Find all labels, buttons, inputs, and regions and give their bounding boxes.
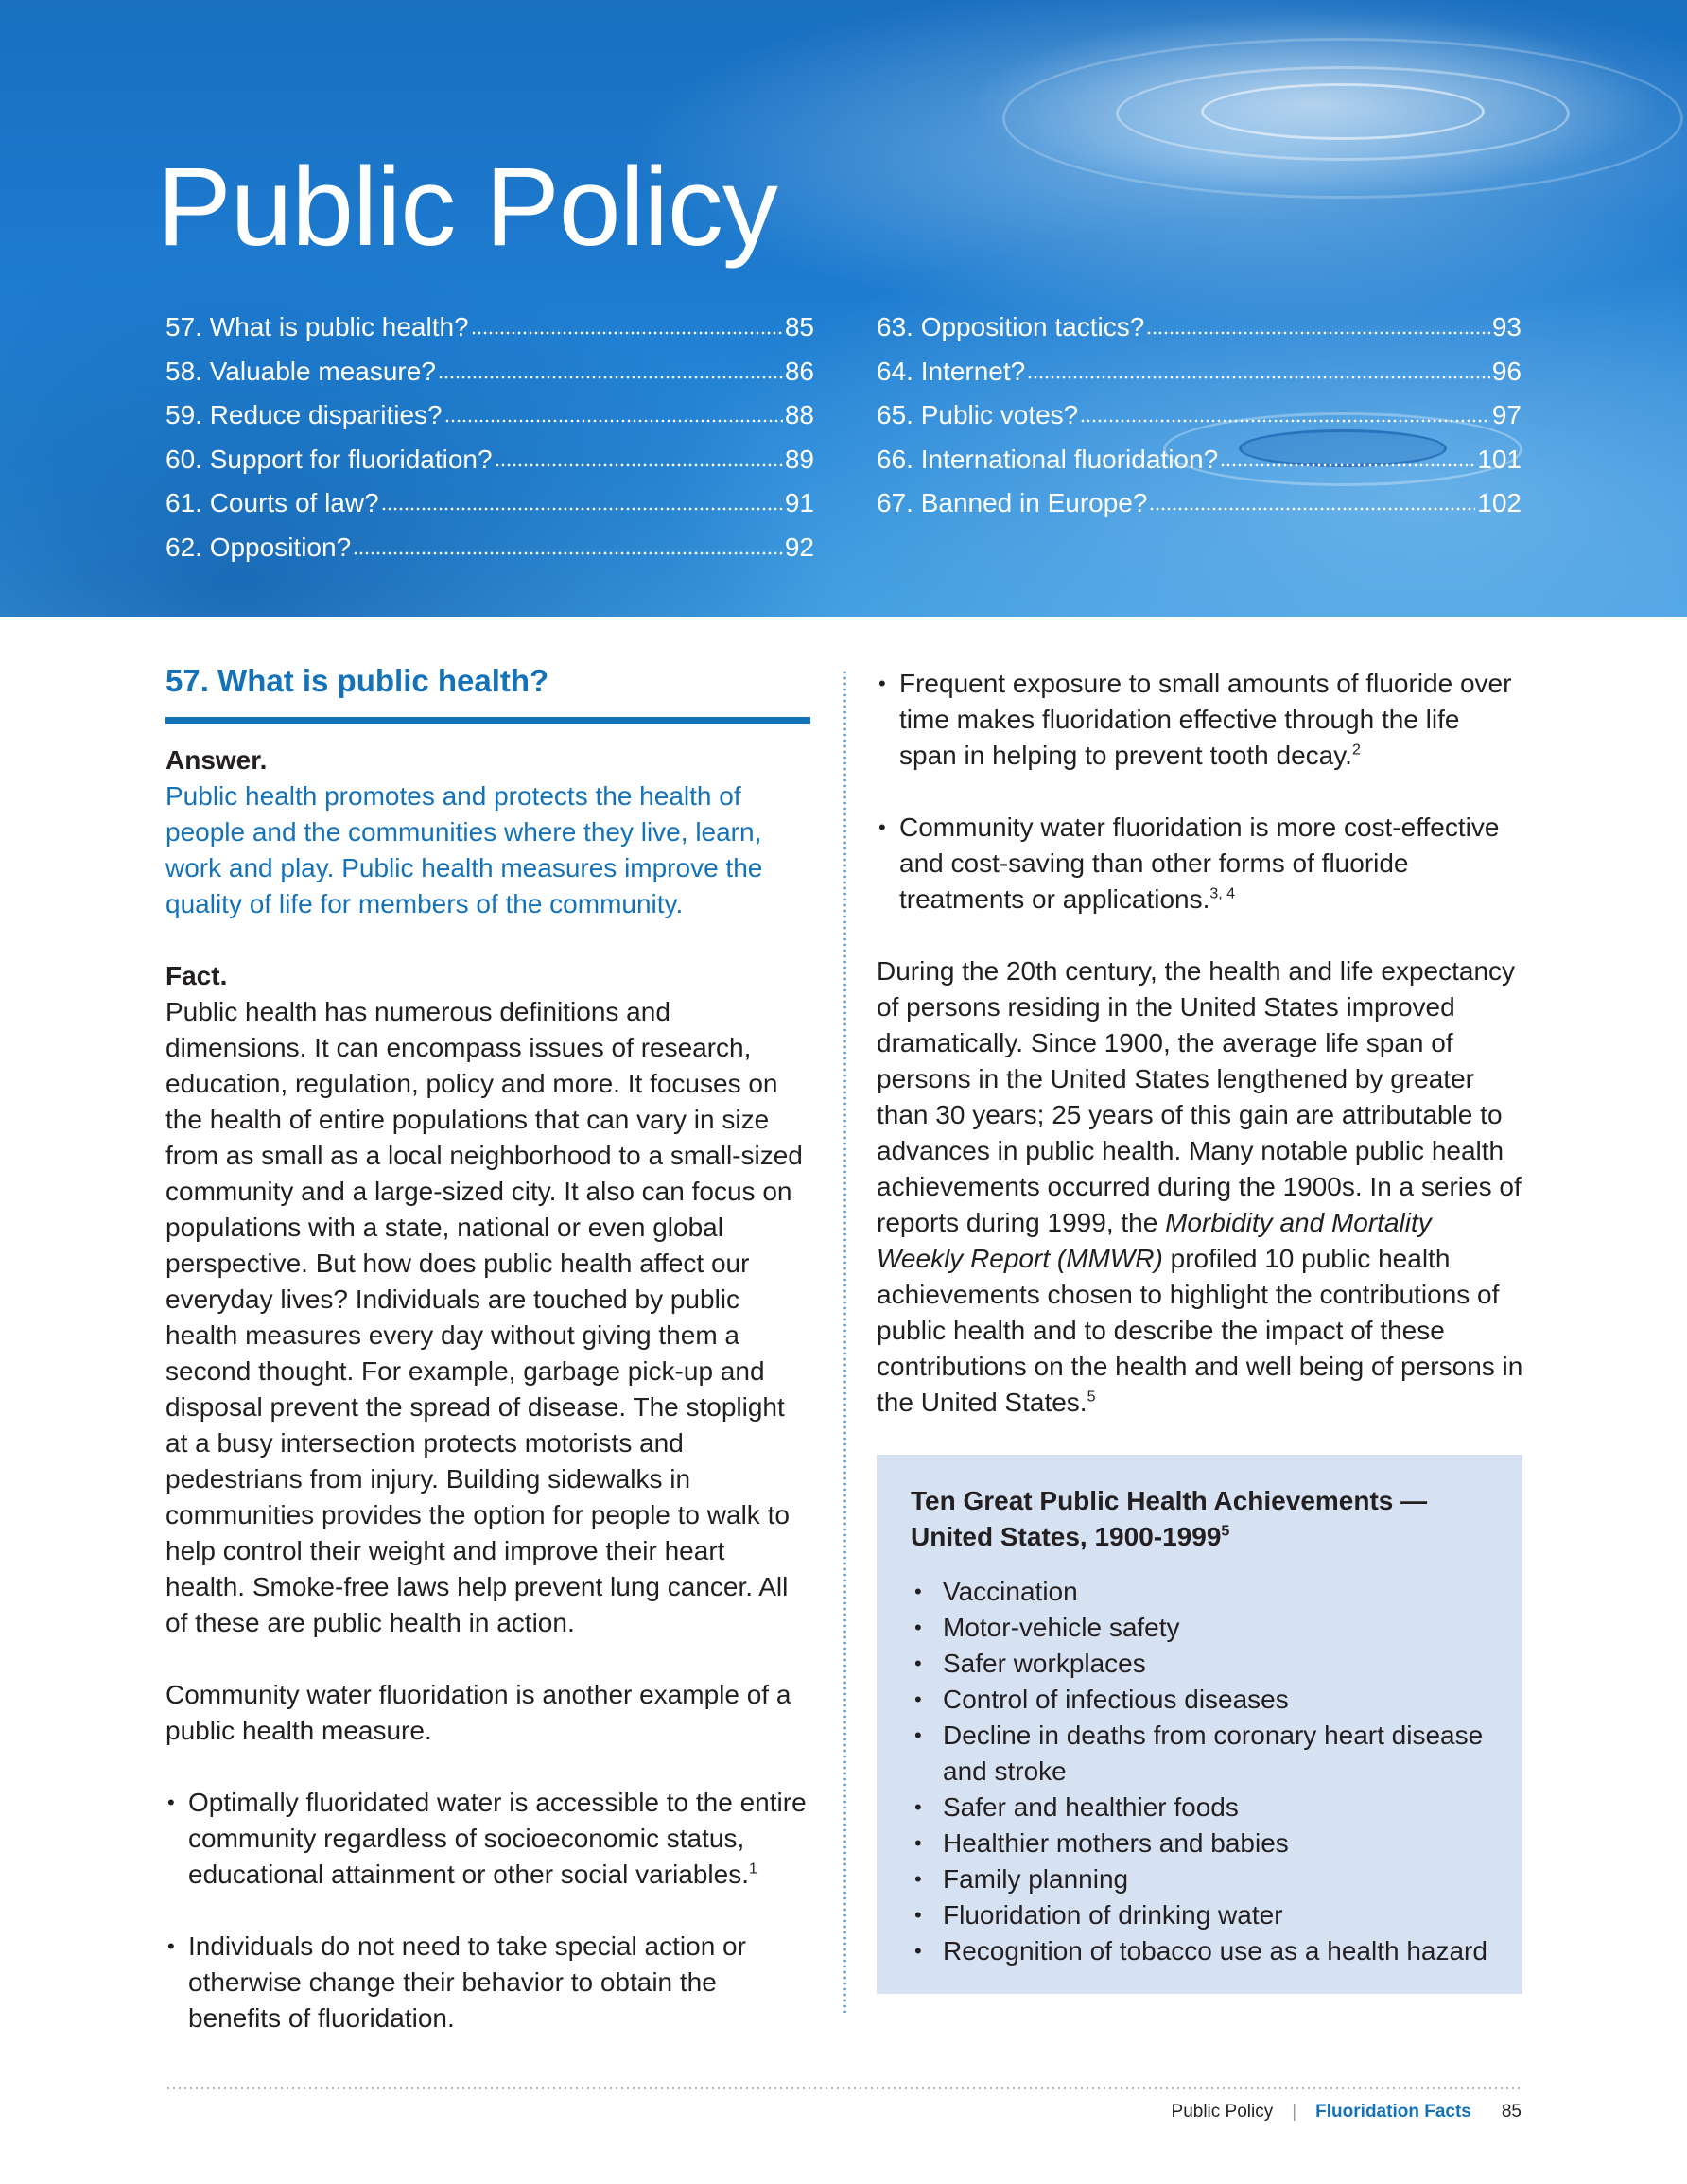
footnote-ref: 2: [1351, 742, 1361, 759]
toc-item-page: 86: [784, 356, 814, 386]
toc-item-page: 89: [784, 444, 814, 474]
history-paragraph: [877, 953, 1523, 1421]
list-item: • Control of infectious diseases: [911, 1682, 1490, 1718]
list-item: [877, 810, 1523, 917]
toc-item-label: 67. Banned in Europe?: [877, 488, 1148, 517]
toc-item-page: 102: [1477, 488, 1522, 517]
toc-item-page: 93: [1491, 312, 1522, 341]
answer-label: Answer.: [165, 745, 268, 775]
toc-item[interactable]: [165, 533, 814, 577]
toc-item-label: 62. Opposition?: [165, 532, 352, 562]
toc-item[interactable]: [877, 445, 1522, 489]
toc-item-page: 85: [784, 312, 814, 341]
page-number: 85: [1501, 2102, 1522, 2122]
toc-leader-dots: [495, 463, 783, 468]
toc-item-page: 88: [784, 400, 814, 429]
toc-item-label: 58. Valuable measure?: [165, 356, 436, 386]
toc-item[interactable]: [877, 488, 1522, 533]
right-column: [877, 666, 1523, 1994]
list-item: • Safer and healthier foods: [911, 1790, 1490, 1826]
fact-label: Fact.: [165, 961, 228, 990]
bullet-text: Frequent exposure to small amounts of fluoride over time makes fluoridation effective through the life span in helping to prevent tooth decay.: [899, 669, 1512, 770]
footnote-ref: 5: [1221, 1523, 1230, 1540]
toc-leader-dots: [1220, 463, 1475, 468]
toc-item[interactable]: [877, 357, 1522, 401]
column-divider: [844, 670, 846, 2013]
toc-leader-dots: [1146, 330, 1490, 336]
footer-publication: Fluoridation Facts: [1315, 2102, 1471, 2122]
toc-item[interactable]: [165, 357, 814, 401]
footer-separator: |: [1292, 2102, 1297, 2122]
toc-item[interactable]: [165, 400, 814, 445]
bullet-text: Individuals do not need to take special action or otherwise change their behavior to obtain the benefits of fluoridation.: [188, 1931, 746, 2033]
toc-leader-dots: [1149, 506, 1475, 512]
answer-text: Public health promotes and protects the health of people and the communities where they live, learn, work and play. Public health measures improve the quality of life for members of the community.: [165, 781, 763, 918]
bullet-text: Optimally fluoridated water is accessible to the entire community regardless of socioeconomic status, educational attainment or other social variables.: [188, 1788, 807, 1889]
list-item: • Decline in deaths from coronary heart disease and stroke: [911, 1718, 1490, 1790]
left-column: [165, 662, 810, 2036]
toc-item-label: 64. Internet?: [877, 356, 1026, 386]
list-item: • Healthier mothers and babies: [911, 1826, 1490, 1861]
benefit-bullets: [165, 1785, 810, 2036]
toc-item-page: 92: [784, 532, 814, 562]
toc-leader-dots: [353, 550, 783, 556]
callout-title-text: Ten Great Public Health Achievements — United States, 1900-1999: [911, 1486, 1428, 1551]
toc-item-label: 60. Support for fluoridation?: [165, 444, 493, 474]
achievements-callout: [877, 1455, 1522, 1994]
benefit-bullets-continued: [877, 666, 1523, 917]
toc-leader-dots: [1027, 375, 1490, 380]
list-item: [165, 1929, 810, 2036]
list-item: • Recognition of tobacco use as a health hazard: [911, 1933, 1490, 1969]
list-item: • Family planning: [911, 1861, 1490, 1897]
callout-title: [911, 1483, 1490, 1555]
water-ripple-decoration: [1201, 83, 1485, 140]
toc-item[interactable]: [165, 488, 814, 533]
toc-item[interactable]: [165, 312, 814, 357]
toc-item-page: 97: [1491, 400, 1522, 429]
example-paragraph: Community water fluoridation is another example of a public health measure.: [165, 1680, 791, 1745]
bullet-text: Community water fluoridation is more cost-effective and cost-saving than other forms of fluoride treatments or applications.: [899, 812, 1500, 914]
toc-item-page: 91: [784, 488, 814, 517]
toc-leader-dots: [444, 418, 783, 424]
footer-section: Public Policy: [1171, 2102, 1274, 2122]
footnote-ref: 5: [1087, 1389, 1096, 1406]
toc-item-page: 96: [1491, 356, 1522, 386]
list-item: • Fluoridation of drinking water: [911, 1897, 1490, 1933]
toc-item-label: 66. International fluoridation?: [877, 444, 1219, 474]
header-banner: [0, 0, 1687, 617]
toc-item[interactable]: [165, 445, 814, 489]
history-text: During the 20th century, the health and life expectancy of persons residing in the United States improved dramatically. Since 1900, the average life span of persons in the United States lengthened by greater than 30 years; 25 years of this gain are attributable to advances in public health. Many notable public health achievements occurred during the 1900s. In a series of reports during 1999, the: [877, 956, 1522, 1237]
toc-item-label: 59. Reduce disparities?: [165, 400, 443, 429]
list-item: • Motor-vehicle safety: [911, 1610, 1490, 1646]
question-heading: 57. What is public health?: [165, 663, 549, 698]
list-item: • Safer workplaces: [911, 1646, 1490, 1682]
toc-item-label: 65. Public votes?: [877, 400, 1079, 429]
toc-leader-dots: [471, 330, 783, 336]
list-item: [877, 666, 1523, 774]
toc-item-page: 101: [1477, 444, 1522, 474]
toc-leader-dots: [381, 506, 783, 512]
footnote-ref: 3, 4: [1209, 885, 1236, 902]
toc-leader-dots: [1080, 418, 1490, 424]
toc-right-column: [877, 312, 1522, 533]
footnote-ref: 1: [749, 1861, 757, 1878]
toc-left-column: [165, 312, 814, 576]
history-text-continued: profiled 10 public health achievements chosen to highlight the contributions of public health and to describe the impact of these contributions on the health and well being of persons in the United States.: [877, 1244, 1523, 1417]
achievements-list: [911, 1574, 1490, 1969]
fact-text: Public health has numerous definitions and dimensions. It can encompass issues of research, education, regulation, policy and more. It focuses on the health of entire populations that can vary in size from as small as a local neighborhood to a small-sized community and a large-sized city. It also can focus on populations with a state, national or even global perspective. But how does public health affect our everyday lives? Individuals are touched by public health measures every day without giving them a second thought. For example, garbage pick-up and disposal prevent the spread of disease. The stoplight at a busy intersection protects motorists and pedestrians from injury. Building sidewalks in communities provides the option for people to walk to help control their weight and improve their heart health. Smoke-free laws help prevent lung cancer. All of these are public health in action.: [165, 997, 803, 1637]
list-item: • Vaccination: [911, 1574, 1490, 1610]
toc-item-label: 61. Courts of law?: [165, 488, 379, 517]
report-title: Morbidity and Mortality Weekly Report (MMWR): [877, 1208, 1432, 1273]
toc-item[interactable]: [877, 312, 1522, 357]
toc-item-label: 57. What is public health?: [165, 312, 469, 341]
toc-item-label: 63. Opposition tactics?: [877, 312, 1145, 341]
list-item: [165, 1785, 810, 1893]
page-footer: [1172, 2102, 1522, 2123]
footer-divider: [165, 2087, 1523, 2089]
page-title: Public Policy: [157, 145, 777, 270]
heading-rule: [165, 717, 810, 724]
toc-item[interactable]: [877, 400, 1522, 445]
toc-leader-dots: [438, 375, 783, 380]
